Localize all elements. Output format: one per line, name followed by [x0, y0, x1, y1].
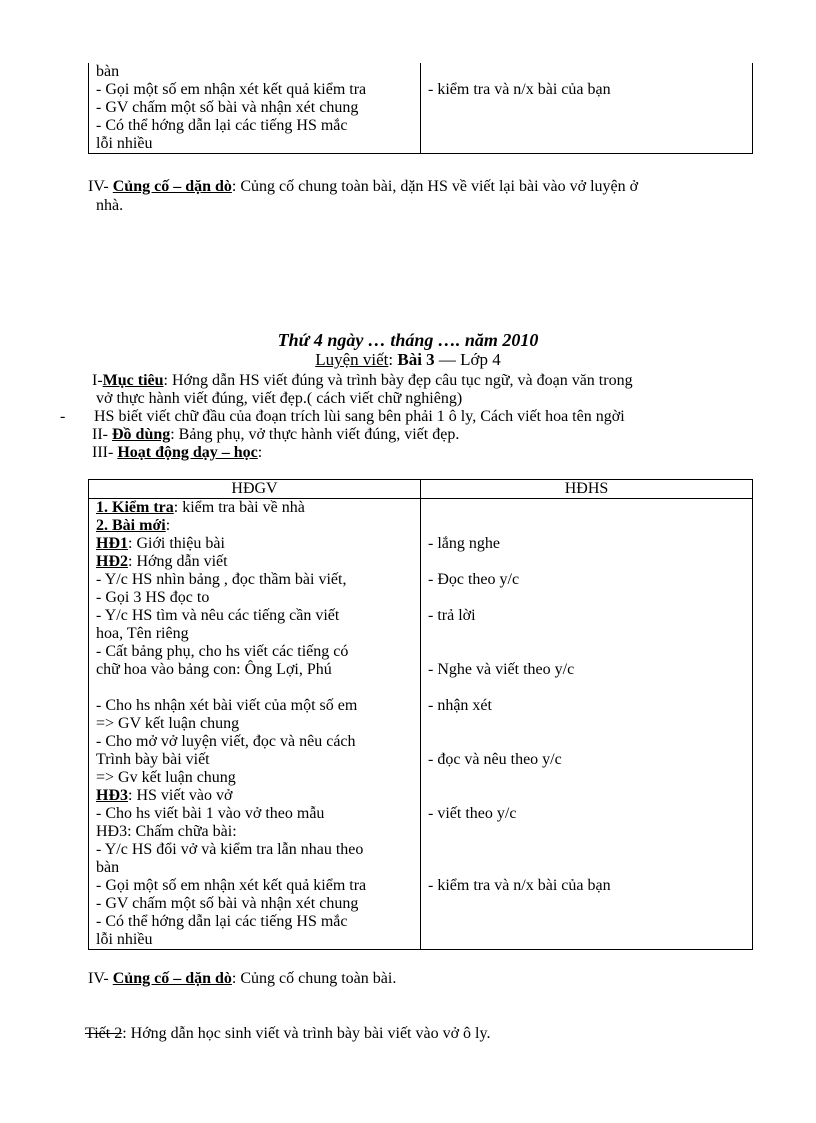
hdhs-line [428, 589, 752, 607]
hdgv-text: - Cho hs viết bài 1 vào vở theo mẫu [96, 805, 325, 822]
hdhs-line [428, 913, 752, 931]
hdgv-text: - Cho mở vở luyện viết, đọc và nêu cách [96, 733, 356, 750]
section-iv-bottom: IV- Củng cố – dặn dò: Củng cố chung toàn bài. [88, 970, 397, 987]
hdgv-line [96, 679, 420, 697]
hdgv-text: chữ hoa vào bảng con: Ông Lợi, Phú [96, 661, 332, 678]
hdgv-text: : HS viết vào vở [128, 787, 233, 804]
hdgv-line [96, 805, 420, 823]
top-left-line: lỗi nhiều [96, 135, 153, 152]
hdhs-line: - Đọc theo y/c [428, 571, 520, 588]
hdhs-line: - viết theo y/c [428, 805, 517, 822]
muc-tieu: I-Mục tiêu: Hớng dẫn HS viết đúng và trình bày đẹp câu tục ngữ, và đoạn văn trong [92, 372, 633, 389]
hdgv-line [96, 571, 420, 589]
hdgv-text: lỗi nhiều [96, 931, 153, 948]
hdgv-text: : Hớng dẫn viết [128, 553, 228, 570]
hdgv-line [96, 589, 420, 607]
hdgv-line [96, 913, 420, 931]
hdgv-line [96, 931, 420, 949]
hdhs-line: - nhận xét [428, 697, 492, 714]
hdgv-text: - Gọi một số em nhận xét kết quả kiểm tra [96, 877, 367, 894]
hdgv-text: - Gọi 3 HS đọc to [96, 589, 210, 606]
hdhs-line: - đọc và nêu theo y/c [428, 751, 562, 768]
hdgv-text: - Cất bảng phụ, cho hs viết các tiếng có [96, 643, 349, 660]
lesson-title: Thứ 4 ngày … tháng …. năm 2010 [277, 330, 539, 350]
bullet-dash: - [60, 408, 66, 425]
hdgv-line [96, 607, 420, 625]
hdgv-text: hoa, Tên riêng [96, 625, 189, 642]
hdgv-text: : [165, 517, 171, 534]
top-left-line: - Gọi một số em nhận xét kết quả kiểm tra [96, 81, 367, 98]
do-dung-label: Đồ dùng [111, 426, 171, 443]
tiet-2: Tiết 2: Hớng dẫn học sinh viết và trình bày bài viết vào vở ô ly. [85, 1025, 491, 1042]
hdgv-line [96, 697, 420, 715]
hdhs-line [428, 715, 752, 733]
hdgv-line [96, 823, 420, 841]
hdhs-line [428, 841, 752, 859]
hdgv-line [96, 499, 420, 517]
hdgv-line [96, 715, 420, 733]
hdgv-text: - GV chấm một số bài và nhận xét chung [96, 895, 359, 912]
main-right-cell [421, 499, 753, 950]
hdgv-line [96, 733, 420, 751]
top-right-line [428, 63, 752, 81]
hdhs-line [428, 733, 752, 751]
hdgv-text: => Gv kết luận chung [96, 769, 236, 786]
section-iv-bottom-label: Củng cố – dặn dò [112, 970, 232, 987]
hdhs-line [428, 931, 752, 949]
hdgv-heading: HĐ1 [96, 535, 128, 552]
hdgv-heading: 1. Kiểm tra [96, 499, 174, 516]
muc-tieu-line2: vở thực hành viết đúng, viết đẹp.( cách viết chữ nghiêng) [96, 390, 463, 407]
hdhs-line [428, 823, 752, 841]
hdhs-line [428, 787, 752, 805]
hdgv-text: - Cho hs nhận xét bài viết của một số em [96, 697, 358, 714]
hdhs-line: - trả lời [428, 607, 476, 624]
hoat-dong-label: Hoạt động dạy – học [117, 444, 258, 461]
lesson-subtitle: Luyện viết: Bài 3 — Lớp 4 [315, 350, 501, 369]
do-dung: II- Đồ dùng: Bảng phụ, vở thực hành viết đúng, viết đẹp. [92, 426, 460, 443]
hdgv-line [96, 787, 420, 805]
hdgv-line [96, 877, 420, 895]
hdhs-line [428, 553, 752, 571]
hdgv-line [96, 661, 420, 679]
hdgv-line [96, 751, 420, 769]
section-iv-top-line2: nhà. [96, 197, 124, 214]
hdhs-line: - kiểm tra và n/x bài của bạn [428, 877, 611, 894]
top-table-right-cell [421, 63, 753, 154]
hdhs-line [428, 895, 752, 913]
hdgv-line [96, 535, 420, 553]
hdgv-line [96, 895, 420, 913]
header-hdhs: HĐHS [421, 480, 753, 499]
hdgv-heading: 2. Bài mới [96, 517, 166, 534]
hdgv-heading: HĐ3 [96, 787, 128, 804]
hdhs-line: - lắng nghe [428, 535, 500, 552]
top-right-line: - kiểm tra và n/x bài của bạn [428, 81, 611, 98]
section-iv-top-label: Củng cố – dặn dò [112, 178, 232, 195]
top-left-line: bàn [96, 63, 120, 80]
hdgv-text: - Có thể hớng dẫn lại các tiếng HS mắc [96, 913, 348, 930]
hdgv-text: : kiểm tra bài về nhà [173, 499, 305, 516]
hdhs-line [428, 517, 752, 535]
muc-tieu-label: Mục tiêu [102, 372, 164, 389]
tiet-2-label: Tiết 2 [85, 1025, 123, 1042]
hdgv-text: bàn [96, 859, 120, 876]
hdgv-line [96, 859, 420, 877]
hdgv-line [96, 769, 420, 787]
main-left-cell [89, 499, 421, 950]
hdgv-text: Trình bày bài viết [96, 751, 210, 768]
hdhs-line [428, 625, 752, 643]
hdgv-line [96, 841, 420, 859]
hdgv-heading: HĐ2 [96, 553, 128, 570]
main-table-header [89, 480, 753, 499]
hdhs-line [428, 499, 752, 517]
hdgv-text: - Y/c HS nhìn bảng , đọc thầm bài viết, [96, 571, 347, 588]
hdgv-line [96, 643, 420, 661]
bullet-line: HS biết viết chữ đầu của đoạn trích lùi sang bên phải 1 ô ly, Cách viết hoa tên ngời [94, 408, 625, 425]
top-left-line: - Có thể hớng dẫn lại các tiếng HS mắc [96, 117, 348, 134]
top-table-left-cell [89, 63, 421, 154]
hdhs-line [428, 769, 752, 787]
hoat-dong: III- Hoạt động dạy – học: [92, 444, 263, 461]
hdhs-line [428, 859, 752, 877]
hdhs-line [428, 643, 752, 661]
hdgv-line [96, 625, 420, 643]
top-table [88, 63, 753, 154]
hdgv-line [96, 553, 420, 571]
hdgv-text: - Y/c HS tìm và nêu các tiếng cần viết [96, 607, 340, 624]
hdhs-line [428, 679, 752, 697]
hdgv-text: HĐ3: Chấm chữa bài: [96, 823, 237, 840]
hdgv-text: : Giới thiệu bài [128, 535, 225, 552]
hdgv-text: => GV kết luận chung [96, 715, 240, 732]
hdgv-line [96, 517, 420, 535]
top-left-line: - GV chấm một số bài và nhận xét chung [96, 99, 359, 116]
hdhs-line: - Nghe và viết theo y/c [428, 661, 575, 678]
hdgv-text: - Y/c HS đổi vở và kiểm tra lẫn nhau theo [96, 841, 364, 858]
header-hdgv: HĐGV [89, 480, 421, 499]
section-iv-top: IV- Củng cố – dặn dò: Củng cố chung toàn bài, dặn HS về viết lại bài vào vở luyện ở [88, 178, 639, 195]
main-table [88, 479, 753, 950]
